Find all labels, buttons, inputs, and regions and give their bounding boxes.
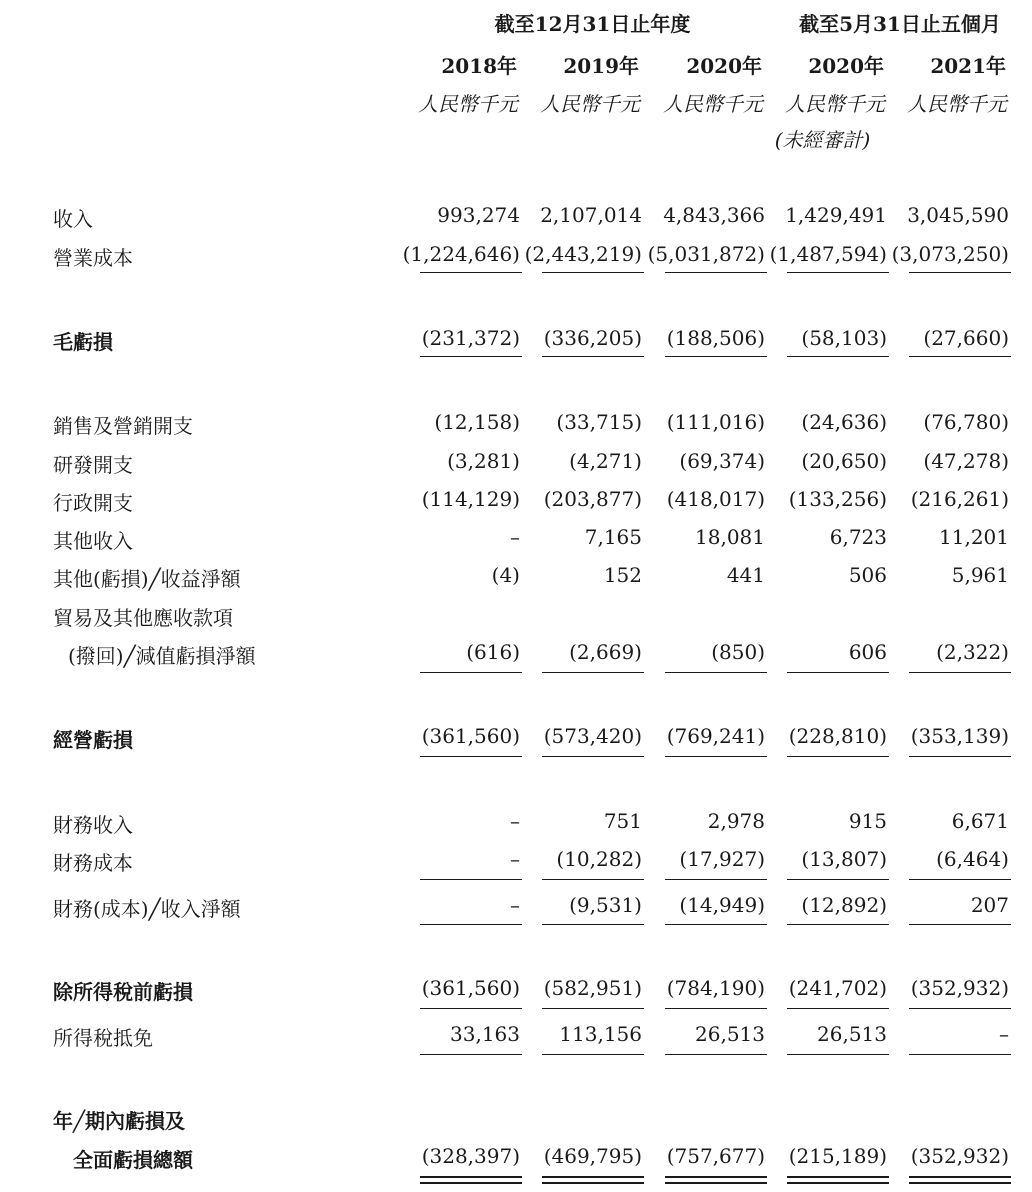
cell-finance-cost-col1: – (510, 847, 520, 871)
double-underline (420, 1182, 522, 1184)
row-label-finance-cost: 財務成本 (53, 851, 133, 875)
cell-rnd-col5: (47,278) (923, 449, 1009, 473)
cell-impairment-col1: (616) (466, 640, 520, 664)
row-label-operating-loss: 經營虧損 (53, 728, 133, 752)
cell-other-net-col2: 152 (603, 563, 642, 587)
row-label-total-loss-2: 全面虧損總額 (73, 1148, 193, 1172)
cell-revenue-col4: 1,429,491 (785, 203, 887, 227)
cell-finance-net-col3: (14,949) (679, 893, 765, 917)
cell-impairment-col2: (2,669) (569, 640, 642, 664)
cell-finance-income-col4: 915 (848, 809, 887, 833)
cell-cost-of-sales-col5: (3,073,250) (891, 242, 1009, 266)
cell-finance-income-col3: 2,978 (707, 809, 765, 833)
row-label-revenue: 收入 (53, 207, 93, 231)
cell-rnd-col3: (69,374) (679, 449, 765, 473)
cell-selling-col4: (24,636) (801, 410, 887, 434)
header-unit-2020-5m: 人民幣千元 (785, 92, 885, 116)
cell-other-income-col3: 18,081 (695, 525, 765, 549)
cell-finance-cost-col5: (6,464) (936, 847, 1009, 871)
cell-admin-col5: (216,261) (910, 487, 1009, 511)
cell-operating-loss-col1: (361,560) (421, 724, 520, 748)
cell-other-income-col2: 7,165 (584, 525, 642, 549)
underline (665, 672, 767, 673)
cell-operating-loss-col5: (353,139) (910, 724, 1009, 748)
underline (665, 272, 767, 273)
underline (420, 924, 522, 925)
double-underline (542, 1176, 644, 1178)
cell-finance-cost-col4: (13,807) (801, 847, 887, 871)
cell-other-income-col5: 11,201 (939, 525, 1009, 549)
header-year-2021-5m: 2021年 (930, 54, 1006, 78)
cell-pretax-loss-col2: (582,951) (543, 976, 642, 1000)
underline (787, 356, 889, 357)
cell-gross-loss-col1: (231,372) (421, 326, 520, 350)
underline (542, 924, 644, 925)
cell-admin-col3: (418,017) (666, 487, 765, 511)
underline (909, 356, 1011, 357)
underline (542, 356, 644, 357)
cell-cost-of-sales-col3: (5,031,872) (647, 242, 765, 266)
cell-selling-col5: (76,780) (923, 410, 1009, 434)
cell-revenue-col5: 3,045,590 (907, 203, 1009, 227)
cell-tax-credit-col1: 33,163 (450, 1022, 520, 1046)
underline (665, 879, 767, 880)
cell-finance-cost-col2: (10,282) (556, 847, 642, 871)
row-label-rnd: 研發開支 (53, 453, 133, 477)
cell-operating-loss-col4: (228,810) (788, 724, 887, 748)
double-underline (909, 1182, 1011, 1184)
row-label-tax-credit: 所得稅抵免 (53, 1026, 153, 1050)
cell-selling-col2: (33,715) (556, 410, 642, 434)
row-label-other-net: 其他(虧損)╱收益淨額 (53, 567, 241, 591)
underline (542, 879, 644, 880)
cell-other-net-col5: 5,961 (951, 563, 1009, 587)
cell-total-loss-col3: (757,677) (666, 1144, 765, 1168)
cell-admin-col2: (203,877) (543, 487, 642, 511)
underline (909, 1054, 1011, 1055)
cell-total-loss-col1: (328,397) (421, 1144, 520, 1168)
cell-gross-loss-col5: (27,660) (923, 326, 1009, 350)
double-underline (787, 1182, 889, 1184)
cell-rnd-col1: (3,281) (447, 449, 520, 473)
header-year-2020-5m: 2020年 (808, 54, 884, 78)
cell-tax-credit-col3: 26,513 (695, 1022, 765, 1046)
header-year-2018: 2018年 (441, 54, 517, 78)
underline (420, 1008, 522, 1009)
header-group-period: 截至5月31日止五個月 (799, 12, 1001, 36)
cell-gross-loss-col2: (336,205) (543, 326, 642, 350)
underline (420, 756, 522, 757)
cell-tax-credit-col2: 113,156 (559, 1022, 642, 1046)
underline (909, 672, 1011, 673)
header-year-2020: 2020年 (686, 54, 762, 78)
row-label-other-income: 其他收入 (53, 529, 133, 553)
underline (787, 879, 889, 880)
cell-rnd-col2: (4,271) (569, 449, 642, 473)
cell-other-net-col3: 441 (726, 563, 765, 587)
underline (787, 1008, 889, 1009)
cell-finance-income-col2: 751 (603, 809, 642, 833)
underline (665, 756, 767, 757)
cell-operating-loss-col3: (769,241) (666, 724, 765, 748)
cell-total-loss-col2: (469,795) (543, 1144, 642, 1168)
cell-impairment-col3: (850) (711, 640, 765, 664)
cell-finance-net-col4: (12,892) (801, 893, 887, 917)
double-underline (909, 1176, 1011, 1178)
underline (909, 756, 1011, 757)
cell-other-income-col4: 6,723 (829, 525, 887, 549)
double-underline (420, 1176, 522, 1178)
underline (909, 1008, 1011, 1009)
header-unit-2020: 人民幣千元 (663, 92, 763, 116)
row-label-total-loss-1: 年╱期內虧損及 (53, 1109, 186, 1133)
underline (787, 272, 889, 273)
underline (787, 924, 889, 925)
cell-gross-loss-col3: (188,506) (666, 326, 765, 350)
row-label-gross-loss: 毛虧損 (53, 330, 113, 354)
row-label-admin: 行政開支 (53, 491, 133, 515)
cell-pretax-loss-col3: (784,190) (666, 976, 765, 1000)
cell-pretax-loss-col4: (241,702) (788, 976, 887, 1000)
row-label-pretax-loss: 除所得稅前虧損 (53, 980, 193, 1004)
cell-cost-of-sales-col1: (1,224,646) (402, 242, 520, 266)
underline (787, 1054, 889, 1055)
double-underline (665, 1182, 767, 1184)
underline (787, 756, 889, 757)
underline (542, 272, 644, 273)
header-unit-2021-5m: 人民幣千元 (907, 92, 1007, 116)
underline (665, 924, 767, 925)
header-group-year: 截至12月31日止年度 (494, 12, 691, 36)
cell-finance-income-col1: – (510, 809, 520, 833)
cell-finance-net-col1: – (510, 893, 520, 917)
cell-impairment-col4: 606 (848, 640, 887, 664)
row-label-finance-income: 財務收入 (53, 813, 133, 837)
cell-operating-loss-col2: (573,420) (543, 724, 642, 748)
underline (665, 356, 767, 357)
cell-admin-col4: (133,256) (788, 487, 887, 511)
double-underline (665, 1176, 767, 1178)
underline (420, 356, 522, 357)
cell-finance-net-col5: 207 (970, 893, 1009, 917)
underline (542, 1008, 644, 1009)
cell-selling-col3: (111,016) (666, 410, 765, 434)
underline (665, 1054, 767, 1055)
cell-other-net-col1: (4) (491, 563, 520, 587)
cell-revenue-col3: 4,843,366 (663, 203, 765, 227)
underline (909, 272, 1011, 273)
cell-pretax-loss-col1: (361,560) (421, 976, 520, 1000)
row-label-selling: 銷售及營銷開支 (53, 414, 193, 438)
header-unit-2018: 人民幣千元 (418, 92, 518, 116)
row-label-cost-of-sales: 營業成本 (53, 246, 133, 270)
underline (909, 924, 1011, 925)
cell-tax-credit-col5: – (999, 1022, 1009, 1046)
underline (420, 879, 522, 880)
cell-impairment-col5: (2,322) (936, 640, 1009, 664)
underline (542, 672, 644, 673)
cell-finance-net-col2: (9,531) (569, 893, 642, 917)
underline (420, 272, 522, 273)
cell-revenue-col1: 993,274 (437, 203, 520, 227)
cell-gross-loss-col4: (58,103) (801, 326, 887, 350)
row-label-impairment-2: (撥回)╱減值虧損淨額 (68, 644, 256, 668)
cell-total-loss-col4: (215,189) (788, 1144, 887, 1168)
underline (665, 1008, 767, 1009)
cell-rnd-col4: (20,650) (801, 449, 887, 473)
row-label-finance-net: 財務(成本)╱收入淨額 (53, 897, 241, 921)
cell-admin-col1: (114,129) (421, 487, 520, 511)
cell-tax-credit-col4: 26,513 (817, 1022, 887, 1046)
underline (420, 672, 522, 673)
header-unit-2019: 人民幣千元 (540, 92, 640, 116)
double-underline (542, 1182, 644, 1184)
cell-finance-income-col5: 6,671 (951, 809, 1009, 833)
underline (542, 1054, 644, 1055)
underline (542, 756, 644, 757)
header-unaudited-note: (未經審計) (774, 128, 871, 152)
cell-other-net-col4: 506 (848, 563, 887, 587)
cell-cost-of-sales-col4: (1,487,594) (769, 242, 887, 266)
underline (909, 879, 1011, 880)
cell-revenue-col2: 2,107,014 (540, 203, 642, 227)
header-year-2019: 2019年 (563, 54, 639, 78)
underline (420, 1054, 522, 1055)
cell-selling-col1: (12,158) (434, 410, 520, 434)
underline (787, 672, 889, 673)
cell-other-income-col1: – (510, 525, 520, 549)
cell-finance-cost-col3: (17,927) (679, 847, 765, 871)
double-underline (787, 1176, 889, 1178)
cell-total-loss-col5: (352,932) (910, 1144, 1009, 1168)
cell-cost-of-sales-col2: (2,443,219) (524, 242, 642, 266)
row-label-impairment-1: 貿易及其他應收款項 (53, 606, 233, 630)
cell-pretax-loss-col5: (352,932) (910, 976, 1009, 1000)
